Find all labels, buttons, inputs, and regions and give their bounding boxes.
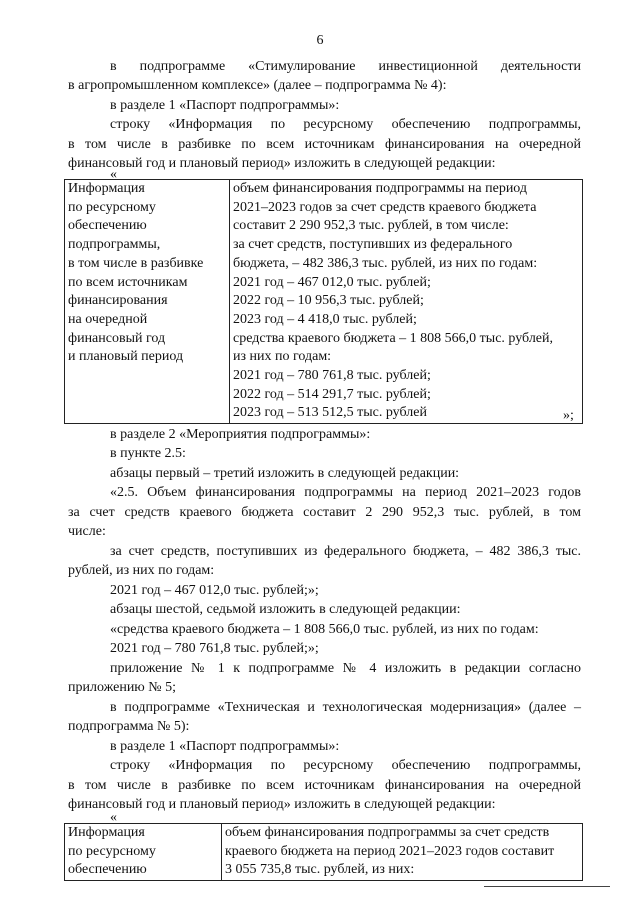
paragraph-line: за счет средств, поступивших из федерального бюджета, – 482 386,3 тыс.	[110, 544, 581, 559]
table-cell-line: в том числе в разбивке	[68, 255, 204, 271]
table-cell-line: 2021 год – 780 761,8 тыс. рублей;	[233, 368, 431, 384]
table-cell-line: 2021–2023 годов за счет средств краевого бюджета	[233, 199, 537, 215]
passport-table-2	[64, 823, 583, 881]
paragraph-line: 2021 год – 780 761,8 тыс. рублей;»;	[110, 641, 319, 656]
table-cell-line: 2022 год – 10 956,3 тыс. рублей;	[233, 293, 424, 309]
paragraph-line: числе:	[68, 524, 106, 539]
paragraph-line: в разделе 1 «Паспорт подпрограммы»:	[110, 98, 340, 113]
table-row	[65, 180, 583, 424]
table-cell-line: Информация	[68, 181, 145, 196]
table-cell-line: подпрограммы,	[68, 237, 161, 253]
table-cell-line: средства краевого бюджета – 1 808 566,0 тыс. рублей,	[233, 330, 554, 346]
opening-quote: «	[110, 810, 117, 825]
table-cell-line: 2021 год – 467 012,0 тыс. рублей;	[233, 274, 431, 290]
paragraph-line: в разделе 2 «Мероприятия подпрограммы»:	[110, 427, 371, 442]
paragraph-line: приложение № 1 к подпрограмме № 4 изложить в редакции согласно	[110, 661, 581, 676]
table-cell-line: финансирования	[68, 293, 168, 309]
paragraph-line: в подпрограмме «Техническая и технологическая модернизация» (далее –	[110, 700, 581, 715]
page-number: 6	[316, 33, 324, 48]
table-cell-line: объем финансирования подпрограммы за счет средств	[225, 825, 550, 840]
paragraph-line: в том числе в разбивке по всем источникам финансирования на очередной	[68, 778, 581, 793]
paragraph-line: строку «Информация по ресурсному обеспечению подпрограммы,	[110, 758, 581, 773]
paragraph-line: подпрограмма № 5):	[68, 719, 190, 734]
table-row	[65, 824, 583, 881]
table-cell-line: 2022 год – 514 291,7 тыс. рублей;	[233, 386, 431, 402]
table-cell-line: обеспечению	[68, 862, 147, 878]
opening-quote: «	[110, 167, 117, 182]
table-value-cell	[230, 180, 583, 424]
paragraph-line: в агропромышленном комплексе» (далее – подпрограмма № 4):	[68, 78, 447, 93]
table-cell-line: за счет средств, поступивших из федерального	[233, 237, 513, 253]
paragraph-line: «2.5. Объем финансирования подпрограммы на период 2021–2023 годов	[110, 485, 581, 500]
paragraph-line: финансовый год и плановый период» изложить в следующей редакции:	[68, 797, 496, 812]
table-cell-line: и плановый период	[68, 349, 184, 365]
paragraph-line: абзацы первый – третий изложить в следующей редакции:	[110, 466, 460, 481]
paragraph-line: приложению № 5;	[68, 680, 177, 695]
paragraph-line: «средства краевого бюджета – 1 808 566,0 тыс. рублей, из них по годам:	[110, 622, 539, 637]
table-cell-line: краевого бюджета на период 2021–2023 годов составит	[225, 843, 555, 859]
table-label-cell	[65, 824, 222, 881]
table-cell-line: объем финансирования подпрограммы на период	[233, 181, 528, 196]
table-cell-line: 2023 год – 4 418,0 тыс. рублей;	[233, 311, 417, 327]
paragraph-line: финансовый год и плановый период» изложить в следующей редакции:	[68, 156, 496, 171]
table-cell-line: финансовый год	[68, 330, 166, 346]
footer-rule	[484, 886, 610, 887]
paragraph-line: в том числе в разбивке по всем источникам финансирования на очередной	[68, 137, 581, 152]
passport-table-1	[64, 179, 583, 424]
table-cell-line: на очередной	[68, 311, 148, 327]
paragraph-line: за счет средств краевого бюджета составит 2 290 952,3 тыс. рублей, в том	[68, 505, 581, 520]
table-cell-line: обеспечению	[68, 218, 147, 234]
table-cell-line: Информация	[68, 825, 145, 840]
closing-quote: »;	[563, 408, 574, 423]
table-cell-line: составит 2 290 952,3 тыс. рублей, в том числе:	[233, 218, 509, 234]
paragraph-line: строку «Информация по ресурсному обеспечению подпрограммы,	[110, 117, 581, 132]
paragraph-line: в подпрограмме «Стимулирование инвестиционной деятельности	[110, 59, 581, 74]
table-value-cell	[222, 824, 583, 881]
table-cell-line: по ресурсному	[68, 843, 156, 859]
paragraph-line: в пункте 2.5:	[110, 446, 186, 461]
paragraph-line: рублей, из них по годам:	[68, 563, 215, 578]
paragraph-line: абзацы шестой, седьмой изложить в следующей редакции:	[110, 602, 461, 617]
paragraph-line: в разделе 1 «Паспорт подпрограммы»:	[110, 739, 340, 754]
table-cell-line: по всем источникам	[68, 274, 188, 290]
paragraph-line: 2021 год – 467 012,0 тыс. рублей;»;	[110, 583, 319, 598]
table-label-cell	[65, 180, 230, 424]
table-cell-line: 3 055 735,8 тыс. рублей, из них:	[225, 862, 415, 878]
table-cell-line: по ресурсному	[68, 199, 156, 215]
table-cell-line: 2023 год – 513 512,5 тыс. рублей	[233, 405, 427, 421]
table-cell-line: из них по годам:	[233, 349, 332, 365]
table-cell-line: бюджета, – 482 386,3 тыс. рублей, из них по годам:	[233, 255, 538, 271]
